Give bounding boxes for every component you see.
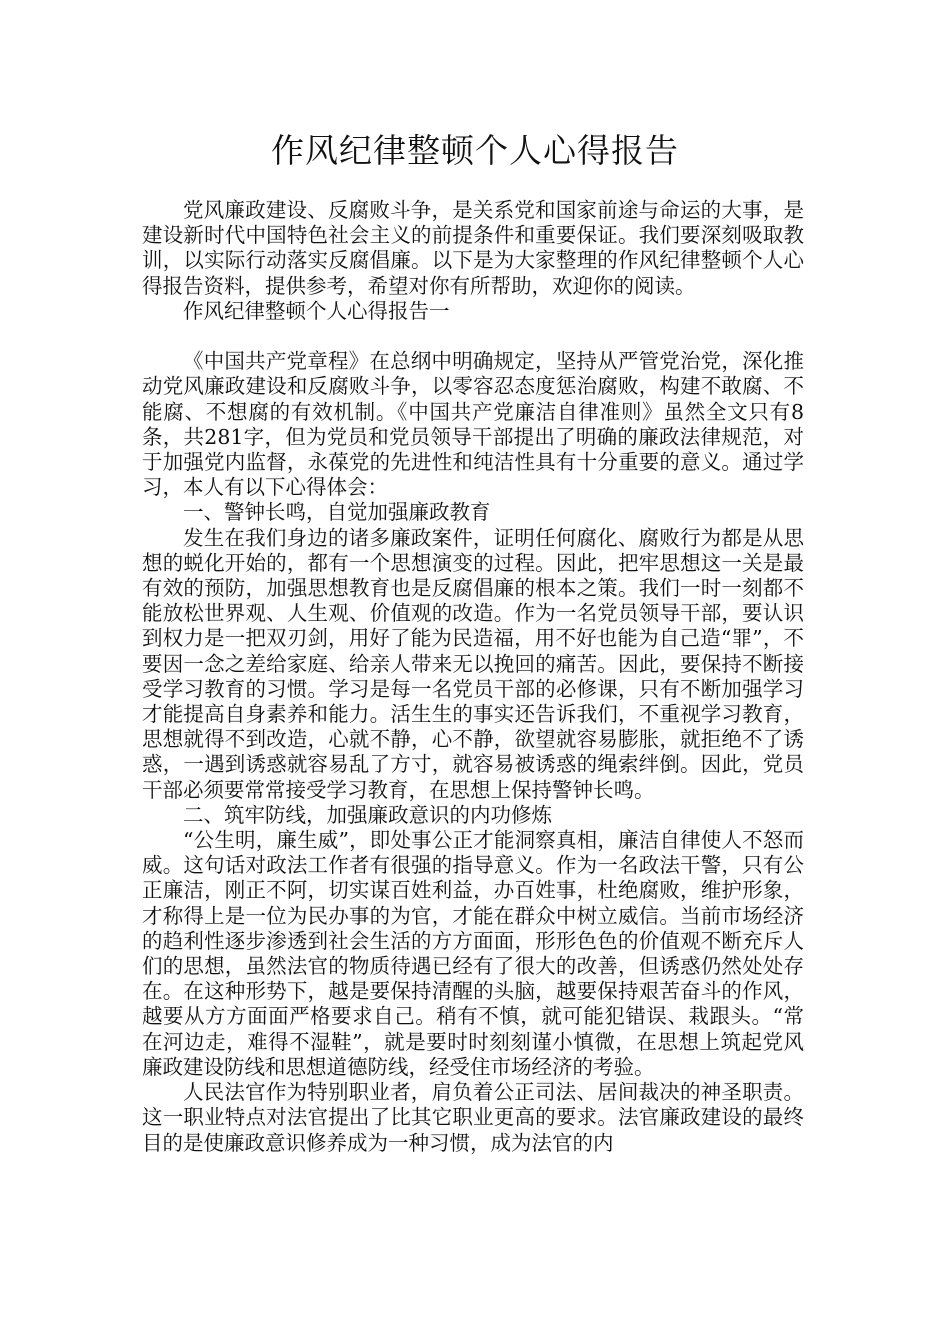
section-heading-report-one: 作风纪律整顿个人心得报告一	[183, 298, 450, 323]
document-title: 作风纪律整顿个人心得报告	[271, 131, 679, 170]
section-heading-one: 一、警钟长鸣，自觉加强廉政教育	[183, 500, 491, 525]
paragraph-intro: 党风廉政建设、反腐败斗争，是关系党和国家前途与命运的大事，是建设新时代中国特色社会主义的前提条件和重要保证。我们要深刻吸取教训，以实际行动落实反腐倡廉。以下是为大家整理的作风纪律整顿个人心得报告资料，提供参考，希望对你有所帮助，欢迎你的阅读。	[142, 198, 804, 298]
paragraph-section-one: 发生在我们身边的诸多廉政案件，证明任何腐化、腐败行为都是从思想的蜕化开始的，都有一个思想演变的过程。因此，把牢思想这一关是最有效的预防，加强思想教育也是反腐倡廉的根本之策。我们一时一刻都不能放松世界观、人生观、价值观的改造。作为一名党员领导干部，要认识到权力是一把双刃剑，用好了能为民造福，用不好也能为自己造“罪”，不要因一念之差给家庭、给亲人带来无以挽回的痛苦。因此，要保持不断接受学习教育的习惯。学习是每一名党员干部的必修课，只有不断加强学习才能提高自身素养和能力。活生生的事实还告诉我们，不重视学习教育，思想就得不到改造，心就不静，心不静，欲望就容易膨胀，就拒绝不了诱惑，一遇到诱惑就容易乱了方寸，就容易被诱惑的绳索绊倒。因此，党员干部必须要常常接受学习教育，在思想上保持警钟长鸣。	[142, 525, 804, 802]
paragraph-section-two: “公生明，廉生威”，即处事公正才能洞察真相，廉洁自律使人不怒而威。这句话对政法工作者有很强的指导意义。作为一名政法干警，只有公正廉洁，刚正不阿，切实谋百姓利益，办百姓事，杜绝腐败，维护形象，才称得上是一位为民办事的为官，才能在群众中树立威信。当前市场经济的趋利性逐步渗透到社会生活的方方面面，形形色色的价值观不断充斥人们的思想，虽然法官的物质待遇已经有了很大的改善，但诱惑仍然处处存在。在这种形势下，越是要保持清醒的头脑，越要保持艰苦奋斗的作风，越要从方方面面严格要求自己。稍有不慎，就可能犯错误、栽跟头。“常在河边走，难得不湿鞋”，就是要时时刻刻谨小慎微，在思想上筑起党风廉政建设防线和思想道德防线，经受住市场经济的考验。	[142, 828, 804, 1079]
paragraph-judges: 人民法官作为特别职业者，肩负着公正司法、居间裁决的神圣职责。这一职业特点对法官提出了比其它职业更高的要求。法官廉政建设的最终目的是使廉政意识修养成为一种习惯，成为法官的内	[142, 1080, 804, 1155]
document-body	[142, 198, 804, 1156]
paragraph-party-constitution: 《中国共产党章程》在总纲中明确规定，坚持从严管党治党，深化推动党风廉政建设和反腐败斗争，以零容忍态度惩治腐败，构建不敢腐、不能腐、不想腐的有效机制。《中国共产党廉洁自律准则》虽然全文只有8条，共281字，但为党员和党员领导干部提出了明确的廉政法律规范，对于加强党内监督，永葆党的先进性和纯洁性具有十分重要的意义。通过学习，本人有以下心得体会：	[142, 349, 804, 500]
section-heading-two: 二、筑牢防线，加强廉政意识的内功修炼	[183, 802, 552, 827]
blank-line	[142, 324, 804, 349]
